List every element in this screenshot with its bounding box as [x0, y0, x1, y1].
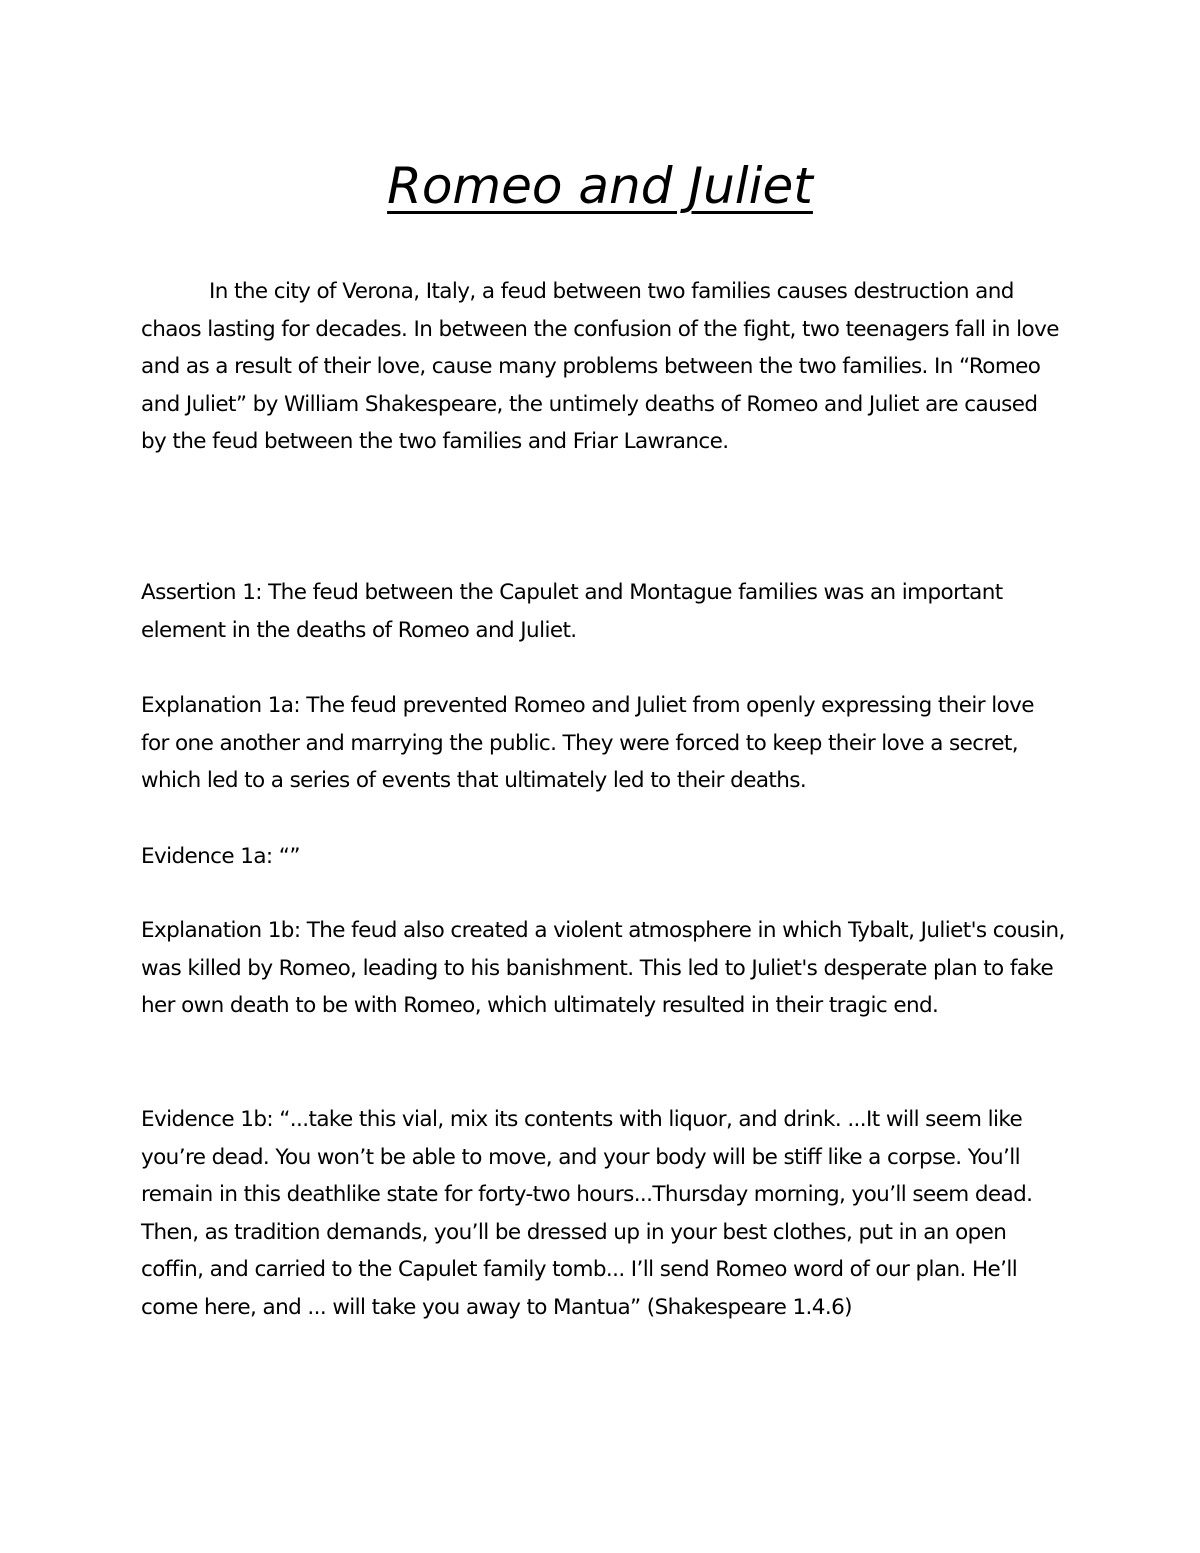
document-title: [0, 150, 1200, 222]
evidence-1b-paragraph: Evidence 1b: “...take this vial, mix its contents with liquor, and drink. ...It will seem like you’re dead. You won’t be able to move, and your body will be stiff like a corpse. You’ll remain in this deathlike state for forty-two hours...Thursday morning, you’ll seem dead. Then, as tradition demands, you’ll be dressed up in your best clothes, put in an open coffin, and carried to the Capulet family tomb... I’ll send Romeo word of our plan. He’ll come here, and ... will take you away to Mantua” (Shakespeare 1.4.6): [141, 1107, 1033, 1320]
assertion-1-paragraph: Assertion 1: The feud between the Capulet and Montague families was an important element in the deaths of Romeo and Juliet.: [141, 580, 1003, 643]
explanation-1a-paragraph: Explanation 1a: The feud prevented Romeo and Juliet from openly expressing their love for one another and marrying the public. They were forced to keep their love a secret, which led to a series of events that ultimately led to their deaths.: [141, 693, 1034, 793]
intro-paragraph: In the city of Verona, Italy, a feud between two families causes destruction and chaos lasting for decades. In between the confusion of the fight, two teenagers fall in love and as a result of their love, cause many problems between the two families. In “Romeo and Juliet” by William Shakespeare, the untimely deaths of Romeo and Juliet are caused by the feud between the two families and Friar Lawrance.: [141, 279, 1059, 454]
explanation-1b-paragraph: Explanation 1b: The feud also created a violent atmosphere in which Tybalt, Juliet's cousin, was killed by Romeo, leading to his banishment. This led to Juliet's desperate plan to fake her own death to be with Romeo, which ultimately resulted in their tragic end.: [141, 918, 1065, 1018]
document-title-text: Romeo and Juliet: [387, 157, 813, 215]
evidence-1a-paragraph: Evidence 1a: “”: [141, 844, 300, 869]
